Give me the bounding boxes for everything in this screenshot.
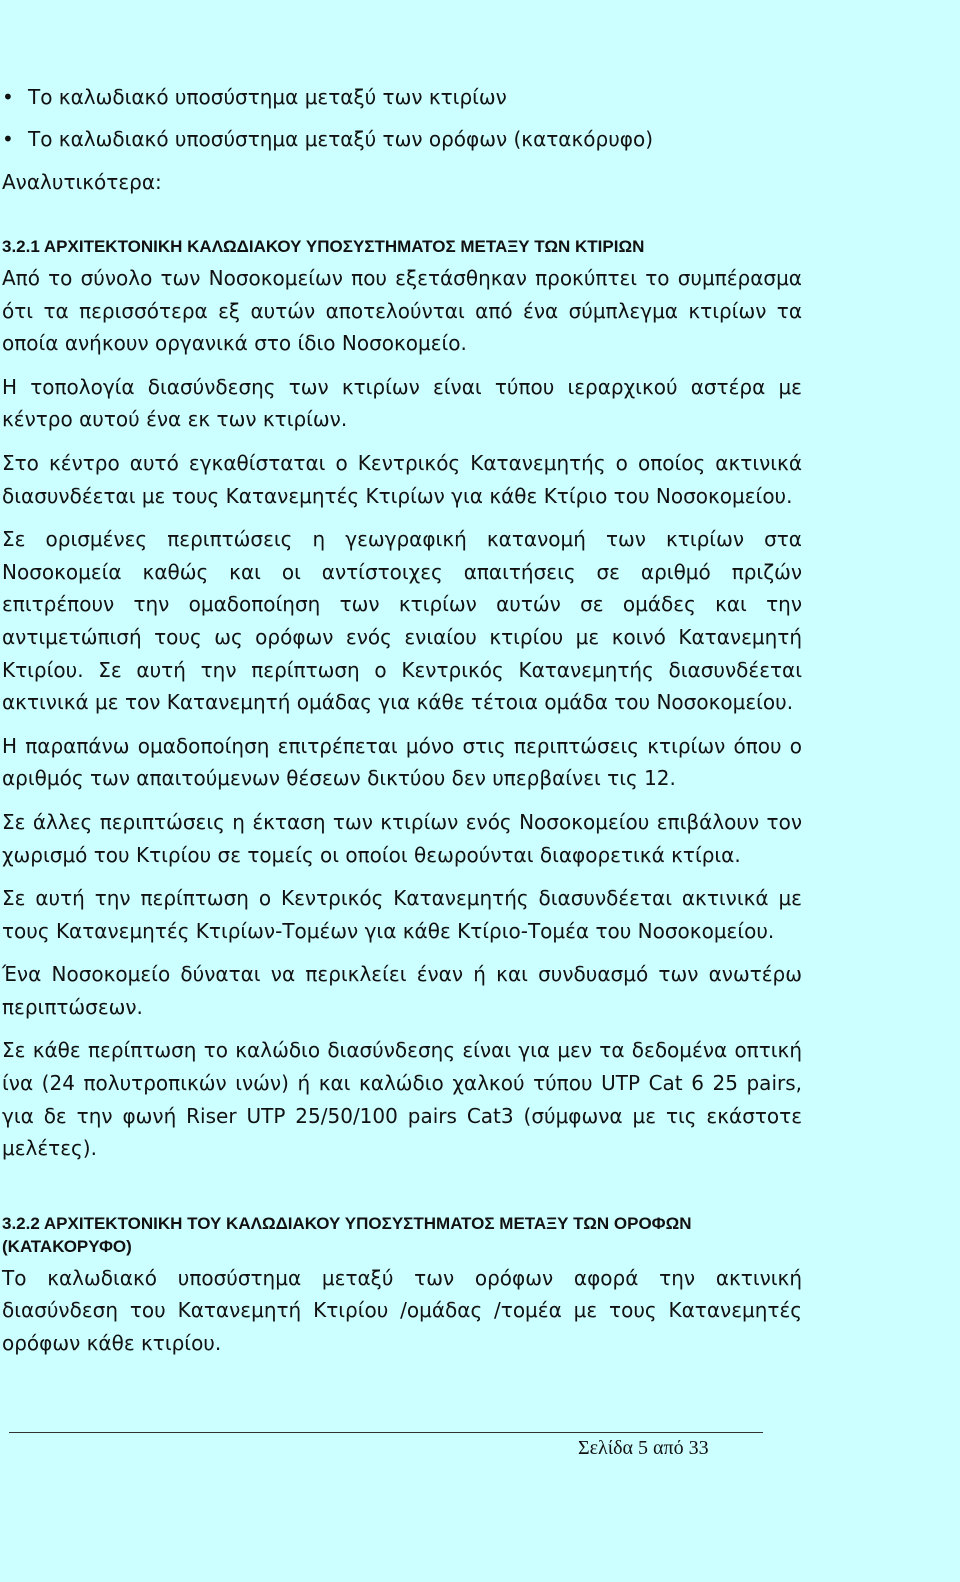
paragraph: Σε αυτή την περίπτωση ο Κεντρικός Κατανεμητής διασυνδέεται ακτινικά με τους Κατανεμητές Κτιρίων-Τομέων για κάθε Κτίριο-Τομέα του Νοσοκομείου. <box>2 886 802 943</box>
page-number: Σελίδα 5 από 33 <box>578 1437 709 1459</box>
paragraph: Ένα Νοσοκομείο δύναται να περικλείει έναν ή και συνδυασμό των ανωτέρω περιπτώσεων. <box>2 962 802 1019</box>
section-heading: 3.2.2 ΑΡΧΙΤΕΚΤΟΝΙΚΗ ΤΟΥ ΚΑΛΩΔΙΑΚΟΥ ΥΠΟΣΥΣΤΗΜΑΤΟΣ ΜΕΤΑΞΥ ΤΩΝ ΟΡΟΦΩΝ (ΚΑΤΑΚΟΡΥΦΟ) <box>2 1213 692 1256</box>
paragraph: Το καλωδιακό υποσύστημα μεταξύ των ορόφων αφορά την ακτινική διασύνδεση του Κατανεμητή Κτιρίου /ομάδας /τομέα με τους Κατανεμητές ορόφων κάθε κτιρίου. <box>2 1265 802 1356</box>
paragraph: Σε ορισμένες περιπτώσεις η γεωγραφική κατανομή των κτιρίων στα Νοσοκομεία καθώς και οι αντίστοιχες απαιτήσεις σε αριθμό πριζών επιτρέπουν την ομαδοποίηση των κτιρίων αυτών σε ομάδες και την αντιμετώπισή τους ως ορόφων ενός ενιαίου κτιρίου με κοινό Κατανεμητή Κτιρίου. Σε αυτή την περίπτωση ο Κεντρικός Κατανεμητής διασυνδέεται ακτινικά με τον Κατανεμητή ομάδας για κάθε τέτοια ομάδα του Νοσοκομείου. <box>2 527 802 715</box>
bullet-list <box>2 76 802 160</box>
intro-text: Αναλυτικότερα: <box>2 170 162 194</box>
paragraph: Στο κέντρο αυτό εγκαθίσταται ο Κεντρικός Κατανεμητής ο οποίος ακτινικά διασυνδέεται με τους Κατανεμητές Κτιρίων για κάθε Κτίριο του Νοσοκομείου. <box>2 450 802 508</box>
paragraph: Σε άλλες περιπτώσεις η έκταση των κτιρίων ενός Νοσοκομείου επιβάλουν τον χωρισμό του Κτιρίου σε τομείς οι οποίοι θεωρούνται διαφορετικά κτίρια. <box>2 809 802 867</box>
paragraph: Από το σύνολο των Νοσοκομείων που εξετάσθηκαν προκύπτει το συμπέρασμα ότι τα περισσότερα εξ αυτών αποτελούνται από ένα σύμπλεγμα κτιρίων τα οποία ανήκουν οργανικά στο ίδιο Νοσοκομείο. <box>2 266 802 356</box>
bullet-item: • Το καλωδιακό υποσύστημα μεταξύ των κτιρίων <box>2 76 802 118</box>
paragraph: Σε κάθε περίπτωση το καλώδιο διασύνδεσης είναι για μεν τα δεδομένα οπτική ίνα (24 πολυτροπικών ινών) ή και καλώδιο χαλκού τύπου UTP Cat 6 25 pairs, για δε την φωνή Riser UTP 25/50/100 pairs Cat3 (σύμφωνα με τις εκάστοτε μελέτες). <box>2 1038 802 1161</box>
paragraph: Η τοπολογία διασύνδεσης των κτιρίων είναι τύπου ιεραρχικού αστέρα με κέντρο αυτού ένα εκ των κτιρίων. <box>2 374 802 432</box>
footer-divider <box>9 1432 763 1433</box>
bullet-item: • Το καλωδιακό υποσύστημα μεταξύ των ορόφων (κατακόρυφο) <box>2 118 802 160</box>
document-page <box>2 76 802 1371</box>
section-heading: 3.2.1 ΑΡΧΙΤΕΚΤΟΝΙΚΗ ΚΑΛΩΔΙΑΚΟΥ ΥΠΟΣΥΣΤΗΜΑΤΟΣ ΜΕΤΑΞΥ ΤΩΝ ΚΤΙΡΙΩΝ <box>2 237 645 256</box>
paragraph: Η παραπάνω ομαδοποίηση επιτρέπεται μόνο στις περιπτώσεις κτιρίων όπου ο αριθμός των απαιτούμενων θέσεων δικτύου δεν υπερβαίνει τις 12. <box>2 733 802 791</box>
